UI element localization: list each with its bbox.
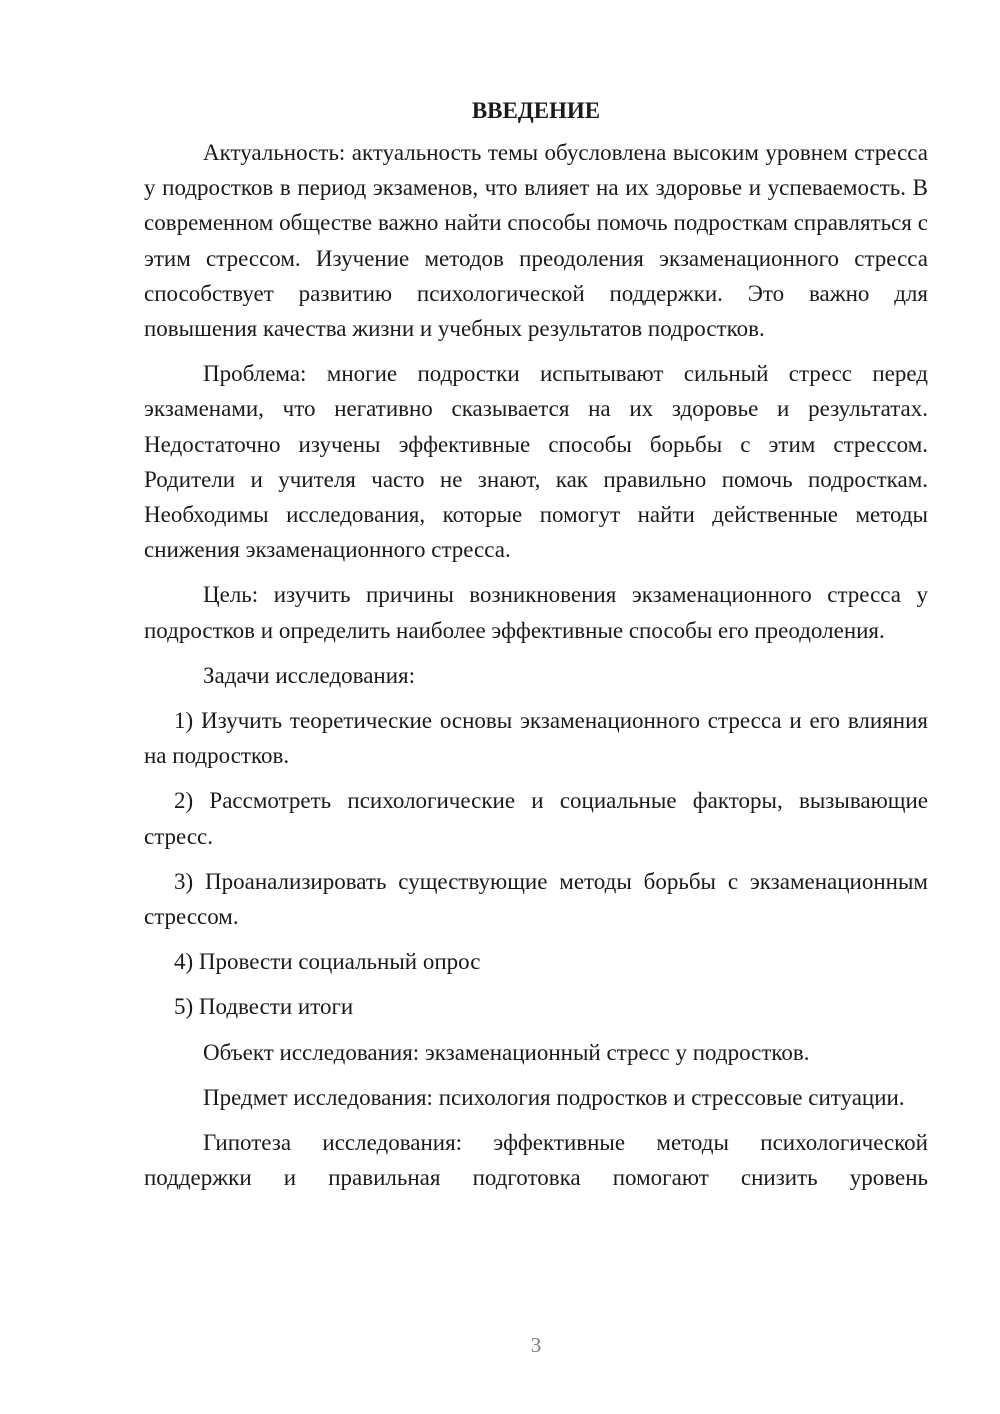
- task-item-2: 2) Рассмотреть психологические и социальные факторы, вызывающие стресс.: [144, 788, 928, 849]
- task-item-5: 5) Подвести итоги: [174, 994, 354, 1020]
- page-number: 3: [530, 1333, 542, 1357]
- task-item-1: 1) Изучить теоретические основы экзаменационного стресса и его влияния на подростков.: [144, 708, 928, 769]
- task-item-3: 3) Проанализировать существующие методы борьбы с экзаменационным стрессом.: [144, 868, 928, 930]
- paragraph-subject: Предмет исследования: психология подростков и стрессовые ситуации.: [203, 1084, 905, 1110]
- paragraph-problem: Проблема: многие подростки испытывают сильный стресс перед экзаменами, что негативно сказывается на их здоровье и результатах. Недостаточно изучены эффективные способы борьбы с этим стрессом. Родители и учителя часто не знают, как правильно помочь подросткам. Необходимы исследования, которые помогут найти действенные методы снижения экзаменационного стресса.: [144, 361, 928, 563]
- tasks-heading: Задачи исследования:: [203, 662, 416, 688]
- paragraph-goal: Цель: изучить причины возникновения экзаменационного стресса у подростков и определить наиболее эффективные способы его преодоления.: [144, 582, 928, 643]
- paragraph-relevance: Актуальность: актуальность темы обусловлена высоким уровнем стресса у подростков в период экзаменов, что влияет на их здоровье и успеваемость. В современном обществе важно найти способы помочь подросткам справляться с этим стрессом. Изучение методов преодоления экзаменационного стресса способствует развитию психологической поддержки. Это важно для повышения качества жизни и учебных результатов подростков.: [144, 140, 928, 342]
- paragraph-hypothesis: Гипотеза исследования: эффективные методы психологической поддержки и правильная подготовка помогают снизить уровень: [144, 1130, 928, 1191]
- section-title: ВВЕДЕНИЕ: [471, 98, 601, 123]
- task-item-4: 4) Провести социальный опрос: [174, 949, 481, 975]
- document-body: [144, 93, 928, 1205]
- paragraph-object: Объект исследования: экзаменационный стресс у подростков.: [203, 1039, 810, 1065]
